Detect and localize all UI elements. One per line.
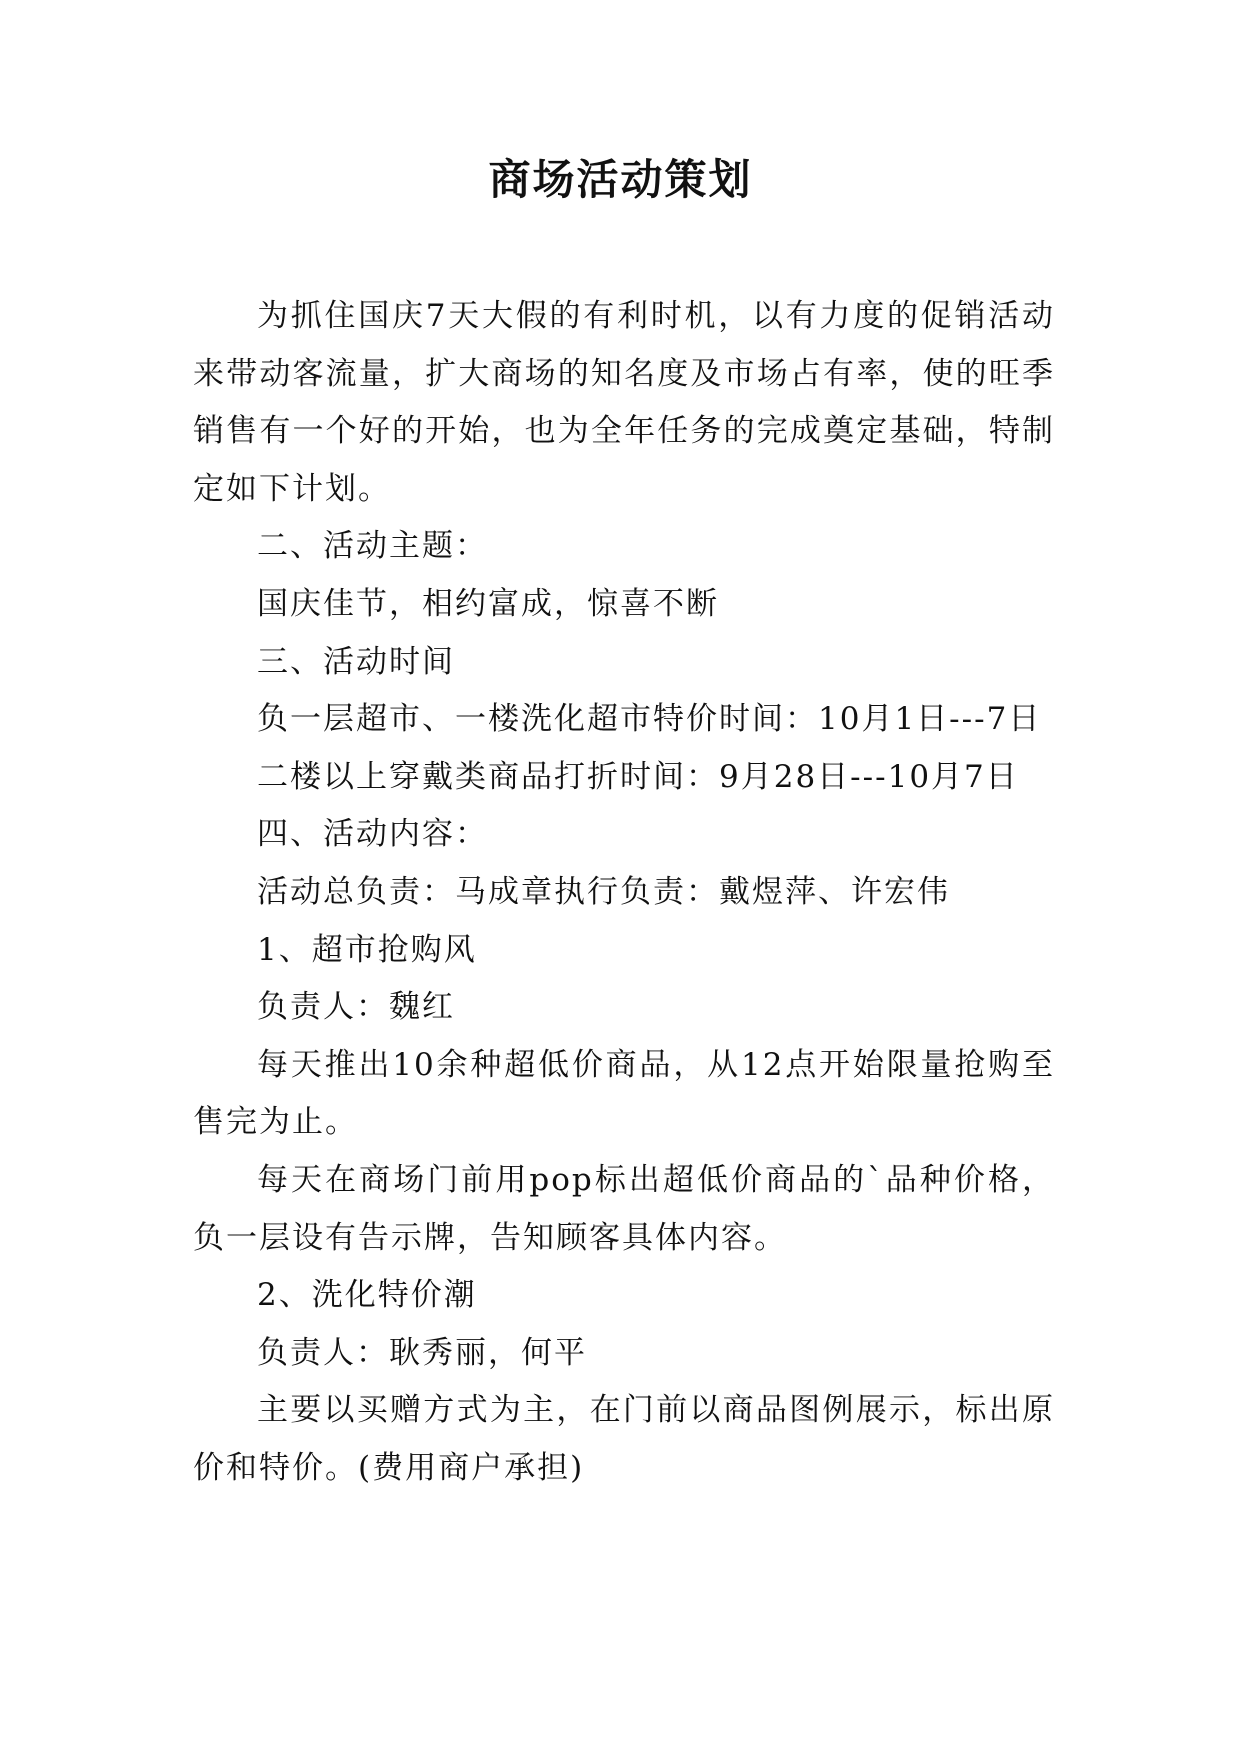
paragraph-supermarket-pop: 每天在商场门前用pop标出超低价商品的`品种价格，负一层设有告示牌，告知顾客具体内容。 (193, 1161, 1055, 1256)
paragraph-toiletries-method: 主要以买赠方式为主，在门前以商品图例展示，标出原价和特价。(费用商户承担) (193, 1392, 1055, 1486)
paragraph-theme: 国庆佳节，相约富成，惊喜不断 (257, 585, 719, 622)
section-heading-theme: 二、活动主题： (257, 528, 488, 565)
paragraph-supermarket-owner: 负责人：魏红 (257, 989, 455, 1026)
subheading-toiletries-sale: 2、洗化特价潮 (257, 1277, 477, 1314)
paragraph-toiletries-owner: 负责人：耿秀丽，何平 (257, 1334, 587, 1371)
paragraph-intro: 为抓住国庆7天大假的有利时机，以有力度的促销活动来带动客流量，扩大商场的知名度及市场占有率，使的旺季销售有一个好的开始，也为全年任务的完成奠定基础，特制定如下计划。 (193, 298, 1055, 507)
paragraph-time-supermarket: 负一层超市、一楼洗化超市特价时间：10月1日---7日 (257, 701, 1042, 738)
document-title: 商场活动策划 (488, 155, 753, 204)
section-heading-time: 三、活动时间 (257, 643, 455, 680)
document-body (193, 288, 1055, 1497)
paragraph-time-apparel: 二楼以上穿戴类商品打折时间：9月28日---10月7日 (257, 758, 1019, 795)
subheading-supermarket-rush: 1、超市抢购风 (257, 931, 477, 968)
section-heading-content: 四、活动内容： (257, 816, 488, 853)
paragraph-managers: 活动总负责：马成章执行负责：戴煜萍、许宏伟 (257, 873, 950, 910)
paragraph-supermarket-deals: 每天推出10余种超低价商品，从12点开始限量抢购至售完为止。 (193, 1046, 1055, 1141)
